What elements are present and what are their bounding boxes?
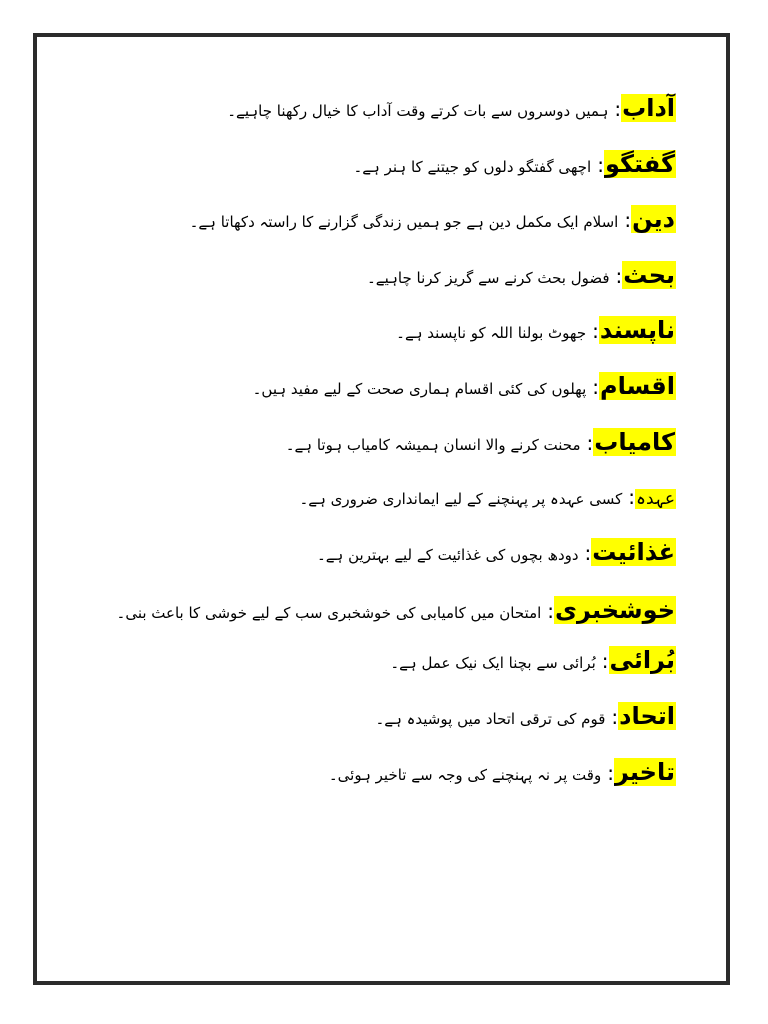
separator: : — [614, 97, 622, 121]
list-item — [92, 645, 676, 678]
example-sentence: جھوٹ بولنا اللہ کو ناپسند ہے۔ — [396, 324, 587, 343]
separator: : — [611, 704, 619, 729]
separator: : — [607, 760, 614, 785]
vocab-term: عہدہ — [636, 489, 675, 510]
example-sentence: ہمیں دوسروں سے بات کرتے وقت آداب کا خیال رکھنا چاہیے۔ — [227, 102, 609, 120]
list-item — [92, 537, 676, 570]
example-sentence: بُرائی سے بچنا ایک نیک عمل ہے۔ — [390, 654, 596, 673]
vocab-term: دین — [632, 205, 675, 234]
page-frame — [33, 33, 730, 985]
vocab-term: آداب — [622, 94, 675, 122]
vocab-term: اقسام — [600, 371, 675, 400]
separator: : — [547, 599, 555, 624]
example-sentence: محنت کرنے والا انسان ہمیشہ کامیاب ہوتا ہے۔ — [285, 435, 581, 454]
vocab-term: اتحاد — [619, 701, 675, 730]
separator: : — [628, 485, 635, 510]
example-sentence: امتحان میں کامیابی کی خوشخبری سب کے لیے خوشی کا باعث بنی۔ — [116, 604, 542, 623]
list-item — [92, 371, 676, 404]
separator: : — [624, 208, 632, 233]
list-item — [92, 93, 676, 126]
separator: : — [592, 374, 600, 399]
example-sentence: فضول بحث کرنے سے گریز کرنا چاہیے۔ — [367, 268, 610, 287]
vocab-term: گفتگو — [604, 149, 675, 178]
example-sentence: وقت پر نہ پہنچنے کی وجہ سے تاخیر ہوئی۔ — [328, 765, 602, 784]
list-item — [92, 757, 676, 790]
separator: : — [615, 263, 623, 288]
vocab-term: خوشخبری — [555, 596, 675, 625]
vocab-term: کامیاب — [594, 427, 675, 456]
example-sentence: کسی عہدہ پر پہنچنے کے لیے ایمانداری ضروری ہے۔ — [299, 490, 623, 509]
list-item — [92, 260, 676, 293]
example-sentence: دودھ بچوں کی غذائیت کے لیے بہترین ہے۔ — [316, 545, 579, 564]
vocab-term: تاخیر — [614, 757, 675, 786]
list-item — [92, 701, 676, 734]
list-item — [92, 592, 676, 631]
separator: : — [584, 540, 592, 565]
separator: : — [597, 152, 604, 177]
separator: : — [586, 430, 594, 455]
list-item — [92, 315, 676, 348]
list-item — [92, 204, 676, 237]
vocab-term: ناپسند — [599, 316, 675, 345]
list-item — [92, 482, 676, 514]
vocabulary-list — [92, 93, 676, 812]
vocab-term: بُرائی — [609, 646, 675, 675]
separator: : — [601, 649, 609, 674]
vocab-term: بحث — [623, 260, 675, 289]
separator: : — [592, 319, 599, 344]
example-sentence: قوم کی ترقی اتحاد میں پوشیدہ ہے۔ — [375, 709, 606, 728]
list-item — [92, 149, 676, 182]
example-sentence: اچھی گفتگو دلوں کو جیتنے کا ہنر ہے۔ — [353, 157, 592, 176]
example-sentence: اسلام ایک مکمل دین ہے جو ہمیں زندگی گزارنے کا راستہ دکھاتا ہے۔ — [189, 213, 619, 232]
list-item — [92, 427, 676, 460]
example-sentence: پھلوں کی کئی اقسام ہماری صحت کے لیے مفید ہیں۔ — [252, 379, 587, 398]
vocab-term: غذائیت — [592, 537, 675, 566]
